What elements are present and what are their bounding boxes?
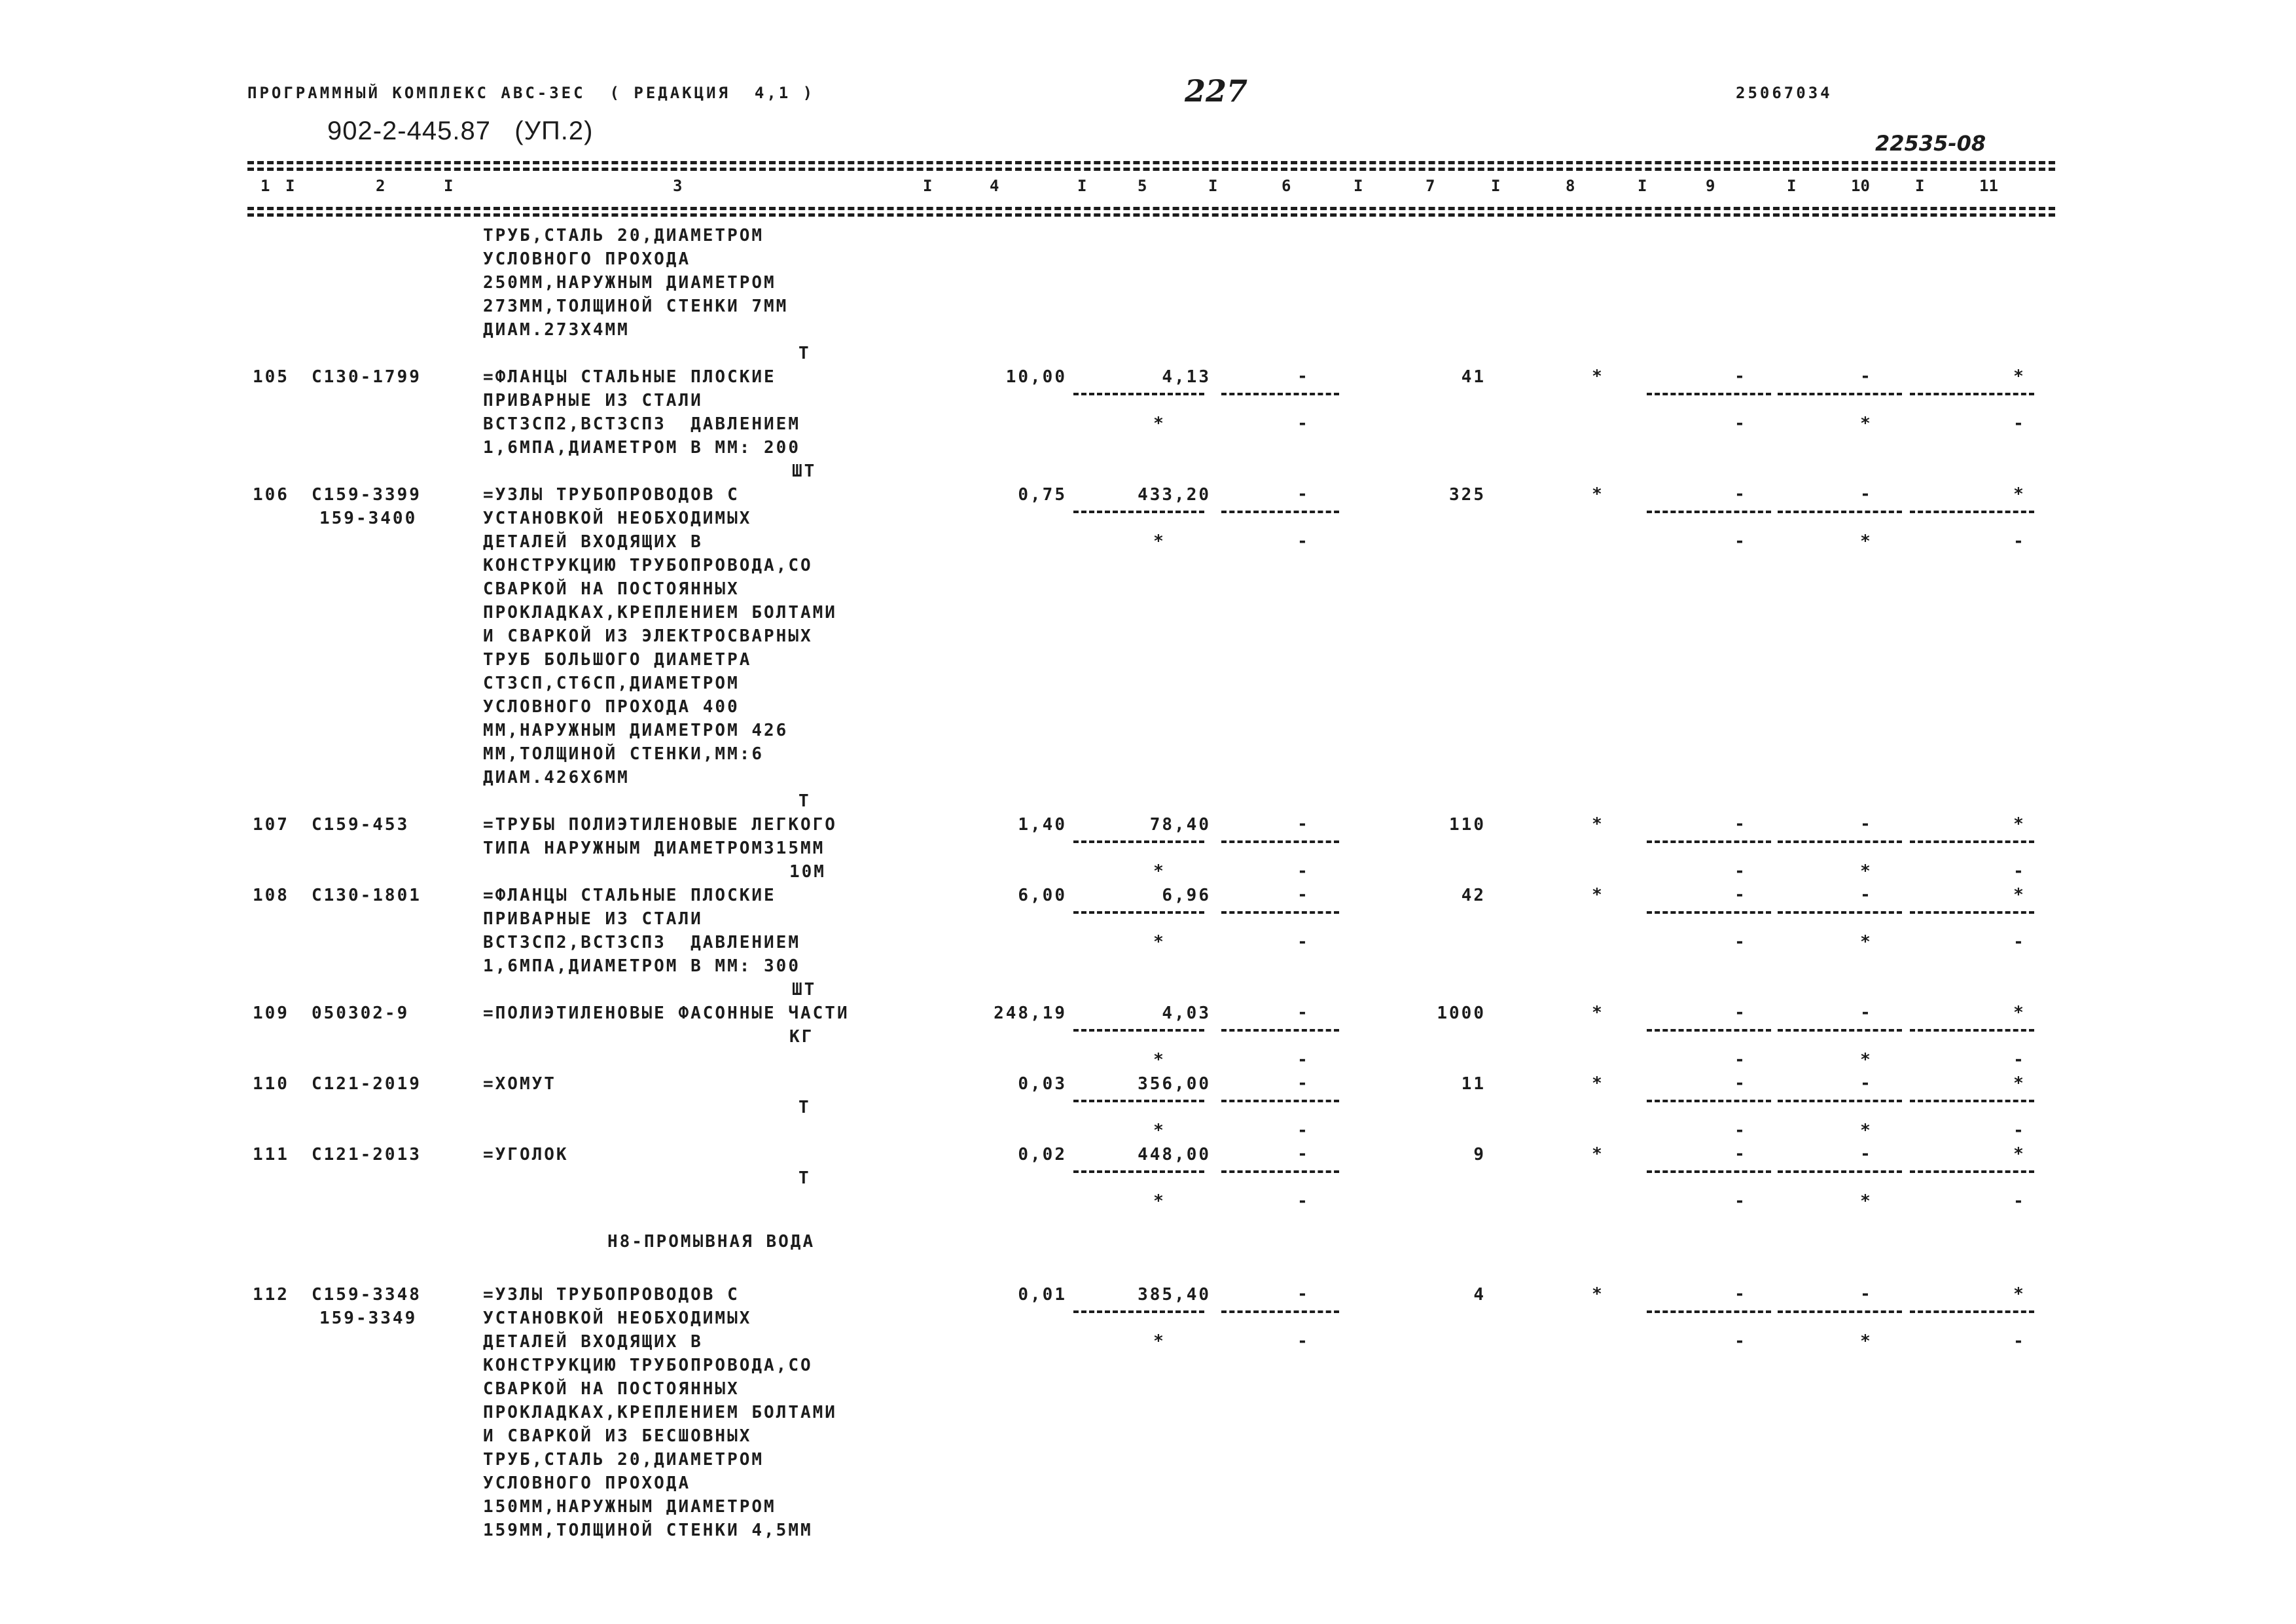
row-total: 4 <box>1473 1285 1486 1305</box>
row-name-line: ВСТ3СП2,ВСТ3СП3 ДАВЛЕНИЕМ <box>483 414 800 434</box>
dash-mark: - <box>1734 367 1745 386</box>
row-unit: 10М <box>789 862 826 882</box>
header-rule-bottom <box>247 207 2055 210</box>
col-7: 7 <box>1426 177 1435 195</box>
sub-divider <box>1221 1029 1339 1032</box>
star-mark: * <box>2013 814 2024 834</box>
dash-mark: - <box>2013 1050 2024 1070</box>
star-mark: * <box>2013 1284 2024 1304</box>
row-name-line: 1,6МПА,ДИАМЕТРОМ В ММ: 300 <box>483 956 800 976</box>
sub-divider <box>1647 1029 1771 1032</box>
row-quantity: 248,19 <box>994 1003 1067 1023</box>
sub-divider <box>1910 1310 2034 1313</box>
row-code: С121-2013 <box>312 1145 422 1164</box>
star-mark: * <box>1860 532 1871 551</box>
star-mark: * <box>1153 532 1164 551</box>
sub-divider <box>1778 511 1902 513</box>
star-mark: * <box>1592 1144 1602 1164</box>
row-unit: КГ <box>789 1027 814 1047</box>
star-mark: * <box>1153 414 1164 433</box>
col-sep: I <box>1491 177 1501 195</box>
row-price: 4,03 <box>1162 1003 1211 1023</box>
sub-divider <box>1221 1100 1339 1102</box>
row-quantity: 0,01 <box>1018 1285 1067 1305</box>
dash-mark: - <box>2013 1331 2024 1351</box>
dash-mark: - <box>1860 1144 1871 1164</box>
dash-mark: - <box>1734 1284 1745 1304</box>
dash-mark: - <box>1860 367 1871 386</box>
col-sep: I <box>1354 177 1363 195</box>
col-sep: I <box>1787 177 1797 195</box>
col-sep: I <box>1638 177 1647 195</box>
row-name-line: УСТАНОВКОЙ НЕОБХОДИМЫХ <box>483 509 752 528</box>
dash-mark: - <box>1297 1050 1308 1070</box>
section-title: Н8-ПРОМЫВНАЯ ВОДА <box>607 1232 816 1252</box>
dash-mark: - <box>1734 932 1745 952</box>
row-quantity: 0,03 <box>1018 1074 1067 1094</box>
star-mark: * <box>2013 1003 2024 1022</box>
row-name-line: =ТРУБЫ ПОЛИЭТИЛЕНОВЫЕ ЛЕГКОГО <box>483 815 837 835</box>
row-code: 050302-9 <box>312 1003 410 1023</box>
col-sep: I <box>1915 177 1925 195</box>
continuation-line: ТРУБ,СТАЛЬ 20,ДИАМЕТРОМ <box>483 226 764 245</box>
continuation-line: 250ММ,НАРУЖНЫМ ДИАМЕТРОМ <box>483 273 776 293</box>
sub-divider <box>1221 393 1339 395</box>
row-name-line: 150ММ,НАРУЖНЫМ ДИАМЕТРОМ <box>483 1497 776 1517</box>
header-rule-top <box>247 161 2055 164</box>
program-header: ПРОГРАММНЫЙ КОМПЛЕКС АВС-3ЕС ( РЕДАКЦИЯ 4,1 ) <box>247 84 816 102</box>
continuation-line: 273ММ,ТОЛЩИНОЙ СТЕНКИ 7ММ <box>483 297 789 316</box>
row-total: 9 <box>1473 1145 1486 1164</box>
dash-mark: - <box>1297 1191 1308 1211</box>
page-number: 227 <box>1185 73 1248 109</box>
sub-divider <box>1778 1310 1902 1313</box>
row-unit: Т <box>798 1168 811 1188</box>
col-3: 3 <box>673 177 683 195</box>
row-name-line: ПРИВАРНЫЕ ИЗ СТАЛИ <box>483 909 703 929</box>
row-unit: ШТ <box>792 461 817 481</box>
col-sep: I <box>444 177 454 195</box>
row-name-line: =УЗЛЫ ТРУБОПРОВОДОВ С <box>483 1285 740 1305</box>
sub-divider <box>1910 1100 2034 1102</box>
dash-mark: - <box>1734 1121 1745 1140</box>
star-mark: * <box>1860 1121 1871 1140</box>
star-mark: * <box>1592 367 1602 386</box>
row-total: 1000 <box>1437 1003 1486 1023</box>
row-total: 110 <box>1449 815 1486 835</box>
star-mark: * <box>1153 861 1164 881</box>
dash-mark: - <box>1297 1284 1308 1304</box>
dash-mark: - <box>1860 1074 1871 1093</box>
row-number: 112 <box>253 1285 289 1305</box>
col-sep: I <box>285 177 295 195</box>
row-name-line: ТРУБ БОЛЬШОГО ДИАМЕТРА <box>483 650 752 670</box>
sub-divider <box>1647 911 1771 914</box>
dash-mark: - <box>1297 861 1308 881</box>
sub-divider <box>1910 911 2034 914</box>
dash-mark: - <box>1734 814 1745 834</box>
dash-mark: - <box>1734 1003 1745 1022</box>
header-rule-top-2 <box>247 168 2055 171</box>
sub-divider <box>1778 393 1902 395</box>
continuation-line: ДИАМ.273Х4ММ <box>483 320 630 340</box>
row-name-line: ТРУБ,СТАЛЬ 20,ДИАМЕТРОМ <box>483 1450 764 1470</box>
star-mark: * <box>2013 1144 2024 1164</box>
row-quantity: 0,02 <box>1018 1145 1067 1164</box>
row-number: 110 <box>253 1074 289 1094</box>
row-number: 109 <box>253 1003 289 1023</box>
row-code: С130-1799 <box>312 367 422 387</box>
star-mark: * <box>1153 1050 1164 1070</box>
row-code: С159-3348 <box>312 1285 422 1305</box>
sub-divider <box>1778 840 1902 843</box>
star-mark: * <box>2013 367 2024 386</box>
sub-divider <box>1647 1100 1771 1102</box>
row-name-line: ДИАМ.426Х6ММ <box>483 768 630 787</box>
star-mark: * <box>1860 414 1871 433</box>
row-name-line: СТ3СП,СТ6СП,ДИАМЕТРОМ <box>483 674 740 693</box>
row-name-line: КОНСТРУКЦИЮ ТРУБОПРОВОДА,СО <box>483 556 813 575</box>
dash-mark: - <box>1860 1284 1871 1304</box>
star-mark: * <box>2013 1074 2024 1093</box>
dash-mark: - <box>2013 932 2024 952</box>
sub-divider <box>1647 1170 1771 1173</box>
dash-mark: - <box>1734 414 1745 433</box>
sub-divider <box>1073 1170 1204 1173</box>
row-price: 448,00 <box>1138 1145 1211 1164</box>
dash-mark: - <box>1860 814 1871 834</box>
dash-mark: - <box>1297 484 1308 504</box>
dash-mark: - <box>1297 1331 1308 1351</box>
sub-divider <box>1778 1029 1902 1032</box>
row-quantity: 10,00 <box>1005 367 1067 387</box>
row-number: 106 <box>253 485 289 505</box>
dash-mark: - <box>1734 1074 1745 1093</box>
row-code: С159-453 <box>312 815 410 835</box>
row-name-line: =ФЛАНЦЫ СТАЛЬНЫЕ ПЛОСКИЕ <box>483 367 776 387</box>
sub-divider <box>1910 393 2034 395</box>
row-name-line: СВАРКОЙ НА ПОСТОЯННЫХ <box>483 579 740 599</box>
sub-divider <box>1073 1310 1204 1313</box>
row-number: 111 <box>253 1145 289 1164</box>
row-name-line: =УГОЛОК <box>483 1145 569 1164</box>
dash-mark: - <box>2013 414 2024 433</box>
star-mark: * <box>1860 861 1871 881</box>
row-name-line: СВАРКОЙ НА ПОСТОЯННЫХ <box>483 1379 740 1399</box>
dash-mark: - <box>1297 1074 1308 1093</box>
dash-mark: - <box>1297 532 1308 551</box>
dash-mark: - <box>2013 532 2024 551</box>
row-number: 105 <box>253 367 289 387</box>
star-mark: * <box>1153 1121 1164 1140</box>
row-name-line: 159ММ,ТОЛЩИНОЙ СТЕНКИ 4,5ММ <box>483 1521 813 1540</box>
sub-divider <box>1910 840 2034 843</box>
sub-divider <box>1221 1310 1339 1313</box>
col-2: 2 <box>376 177 386 195</box>
col-5: 5 <box>1138 177 1147 195</box>
row-code: 159-3349 <box>319 1308 418 1328</box>
row-name-line: ММ,ТОЛЩИНОЙ СТЕНКИ,ММ:6 <box>483 744 764 764</box>
row-code: С121-2019 <box>312 1074 422 1094</box>
row-code: С130-1801 <box>312 886 422 905</box>
dash-mark: - <box>1297 367 1308 386</box>
star-mark: * <box>2013 885 2024 905</box>
col-4: 4 <box>990 177 999 195</box>
row-name-line: 1,6МПА,ДИАМЕТРОМ В ММ: 200 <box>483 438 800 458</box>
row-total: 41 <box>1461 367 1486 387</box>
row-name-line: ДЕТАЛЕЙ ВХОДЯЩИХ В <box>483 1332 703 1352</box>
sub-divider <box>1910 511 2034 513</box>
col-9: 9 <box>1706 177 1715 195</box>
row-name-line: =ХОМУТ <box>483 1074 556 1094</box>
row-name-line: И СВАРКОЙ ИЗ ЭЛЕКТРОСВАРНЫХ <box>483 626 813 646</box>
handwritten-number: 22535-08 <box>1875 131 1986 156</box>
star-mark: * <box>1592 885 1602 905</box>
dash-mark: - <box>1734 1050 1745 1070</box>
row-name-line: =ПОЛИЭТИЛЕНОВЫЕ ФАСОННЫЕ ЧАСТИ <box>483 1003 850 1023</box>
dash-mark: - <box>1860 484 1871 504</box>
dash-mark: - <box>1297 932 1308 952</box>
row-name-line: ПРИВАРНЫЕ ИЗ СТАЛИ <box>483 391 703 410</box>
row-price: 356,00 <box>1138 1074 1211 1094</box>
star-mark: * <box>2013 484 2024 504</box>
dash-mark: - <box>2013 1191 2024 1211</box>
row-name-line: И СВАРКОЙ ИЗ БЕСШОВНЫХ <box>483 1426 752 1446</box>
row-name-line: ПРОКЛАДКАХ,КРЕПЛЕНИЕМ БОЛТАМИ <box>483 1403 837 1422</box>
row-quantity: 1,40 <box>1018 815 1067 835</box>
row-total: 325 <box>1449 485 1486 505</box>
col-sep: I <box>1077 177 1087 195</box>
continuation-line: УСЛОВНОГО ПРОХОДА <box>483 249 691 269</box>
row-price: 4,13 <box>1162 367 1211 387</box>
dash-mark: - <box>1297 414 1308 433</box>
sub-divider <box>1778 911 1902 914</box>
row-unit: Т <box>798 791 811 811</box>
star-mark: * <box>1153 932 1164 952</box>
row-name-line: ПРОКЛАДКАХ,КРЕПЛЕНИЕМ БОЛТАМИ <box>483 603 837 623</box>
row-quantity: 0,75 <box>1018 485 1067 505</box>
sub-divider <box>1073 911 1204 914</box>
dash-mark: - <box>2013 861 2024 881</box>
dash-mark: - <box>1734 532 1745 551</box>
sub-divider <box>1647 1310 1771 1313</box>
row-name-line: ММ,НАРУЖНЫМ ДИАМЕТРОМ 426 <box>483 721 789 740</box>
row-total: 11 <box>1461 1074 1486 1094</box>
star-mark: * <box>1592 814 1602 834</box>
row-name-line: УСЛОВНОГО ПРОХОДА 400 <box>483 697 740 717</box>
row-name-line: УСЛОВНОГО ПРОХОДА <box>483 1473 691 1493</box>
row-price: 385,40 <box>1138 1285 1211 1305</box>
star-mark: * <box>1592 1074 1602 1093</box>
star-mark: * <box>1153 1331 1164 1351</box>
sub-divider <box>1073 1100 1204 1102</box>
dash-mark: - <box>1297 1144 1308 1164</box>
star-mark: * <box>1860 1331 1871 1351</box>
sub-divider <box>1778 1170 1902 1173</box>
sub-divider <box>1073 1029 1204 1032</box>
row-name-line: =ФЛАНЦЫ СТАЛЬНЫЕ ПЛОСКИЕ <box>483 886 776 905</box>
row-name-line: ВСТ3СП2,ВСТ3СП3 ДАВЛЕНИЕМ <box>483 933 800 952</box>
star-mark: * <box>1153 1191 1164 1211</box>
sub-divider <box>1647 511 1771 513</box>
sub-divider <box>1073 840 1204 843</box>
star-mark: * <box>1592 1284 1602 1304</box>
col-8: 8 <box>1566 177 1575 195</box>
sub-divider <box>1647 840 1771 843</box>
col-sep: I <box>1208 177 1218 195</box>
sub-divider <box>1647 393 1771 395</box>
star-mark: * <box>1860 932 1871 952</box>
dash-mark: - <box>1734 1144 1745 1164</box>
sub-divider <box>1221 911 1339 914</box>
dash-mark: - <box>1734 1331 1745 1351</box>
dash-mark: - <box>1297 814 1308 834</box>
col-11: 11 <box>1979 177 1998 195</box>
dash-mark: - <box>1297 885 1308 905</box>
column-numbers <box>247 177 2055 199</box>
row-name-line: ТИПА НАРУЖНЫМ ДИАМЕТРОМ315ММ <box>483 839 825 858</box>
row-price: 78,40 <box>1149 815 1211 835</box>
sub-divider <box>1221 511 1339 513</box>
row-total: 42 <box>1461 886 1486 905</box>
row-price: 6,96 <box>1162 886 1211 905</box>
sub-divider <box>1910 1029 2034 1032</box>
col-sep: I <box>923 177 933 195</box>
dash-mark: - <box>2013 1121 2024 1140</box>
row-unit: ШТ <box>792 980 817 1000</box>
sub-divider <box>1073 511 1204 513</box>
dash-mark: - <box>1734 861 1745 881</box>
sub-divider <box>1778 1100 1902 1102</box>
row-number: 108 <box>253 886 289 905</box>
row-code: С159-3399 <box>312 485 422 505</box>
row-number: 107 <box>253 815 289 835</box>
star-mark: * <box>1592 1003 1602 1022</box>
sub-divider <box>1221 840 1339 843</box>
document-code: 25067034 <box>1736 84 1833 102</box>
col-6: 6 <box>1282 177 1291 195</box>
sub-divider <box>1221 1170 1339 1173</box>
row-unit: Т <box>798 1098 811 1117</box>
dash-mark: - <box>1734 1191 1745 1211</box>
dash-mark: - <box>1297 1003 1308 1022</box>
dash-mark: - <box>1734 885 1745 905</box>
header-rule-bottom-2 <box>247 213 2055 217</box>
star-mark: * <box>1592 484 1602 504</box>
dash-mark: - <box>1860 885 1871 905</box>
col-10: 10 <box>1851 177 1870 195</box>
row-name-line: =УЗЛЫ ТРУБОПРОВОДОВ С <box>483 485 740 505</box>
row-code: 159-3400 <box>319 509 418 528</box>
dash-mark: - <box>1297 1121 1308 1140</box>
sub-divider <box>1910 1170 2034 1173</box>
dash-mark: - <box>1734 484 1745 504</box>
col-1: 1 <box>260 177 270 195</box>
row-name-line: ДЕТАЛЕЙ ВХОДЯЩИХ В <box>483 532 703 552</box>
row-price: 433,20 <box>1138 485 1211 505</box>
dash-mark: - <box>1860 1003 1871 1022</box>
row-name-line: КОНСТРУКЦИЮ ТРУБОПРОВОДА,СО <box>483 1356 813 1375</box>
sub-divider <box>1073 393 1204 395</box>
star-mark: * <box>1860 1191 1871 1211</box>
star-mark: * <box>1860 1050 1871 1070</box>
row-quantity: 6,00 <box>1018 886 1067 905</box>
row-name-line: УСТАНОВКОЙ НЕОБХОДИМЫХ <box>483 1308 752 1328</box>
continuation-unit: Т <box>798 344 811 363</box>
document-id: 902-2-445.87 (УП.2) <box>327 117 594 145</box>
